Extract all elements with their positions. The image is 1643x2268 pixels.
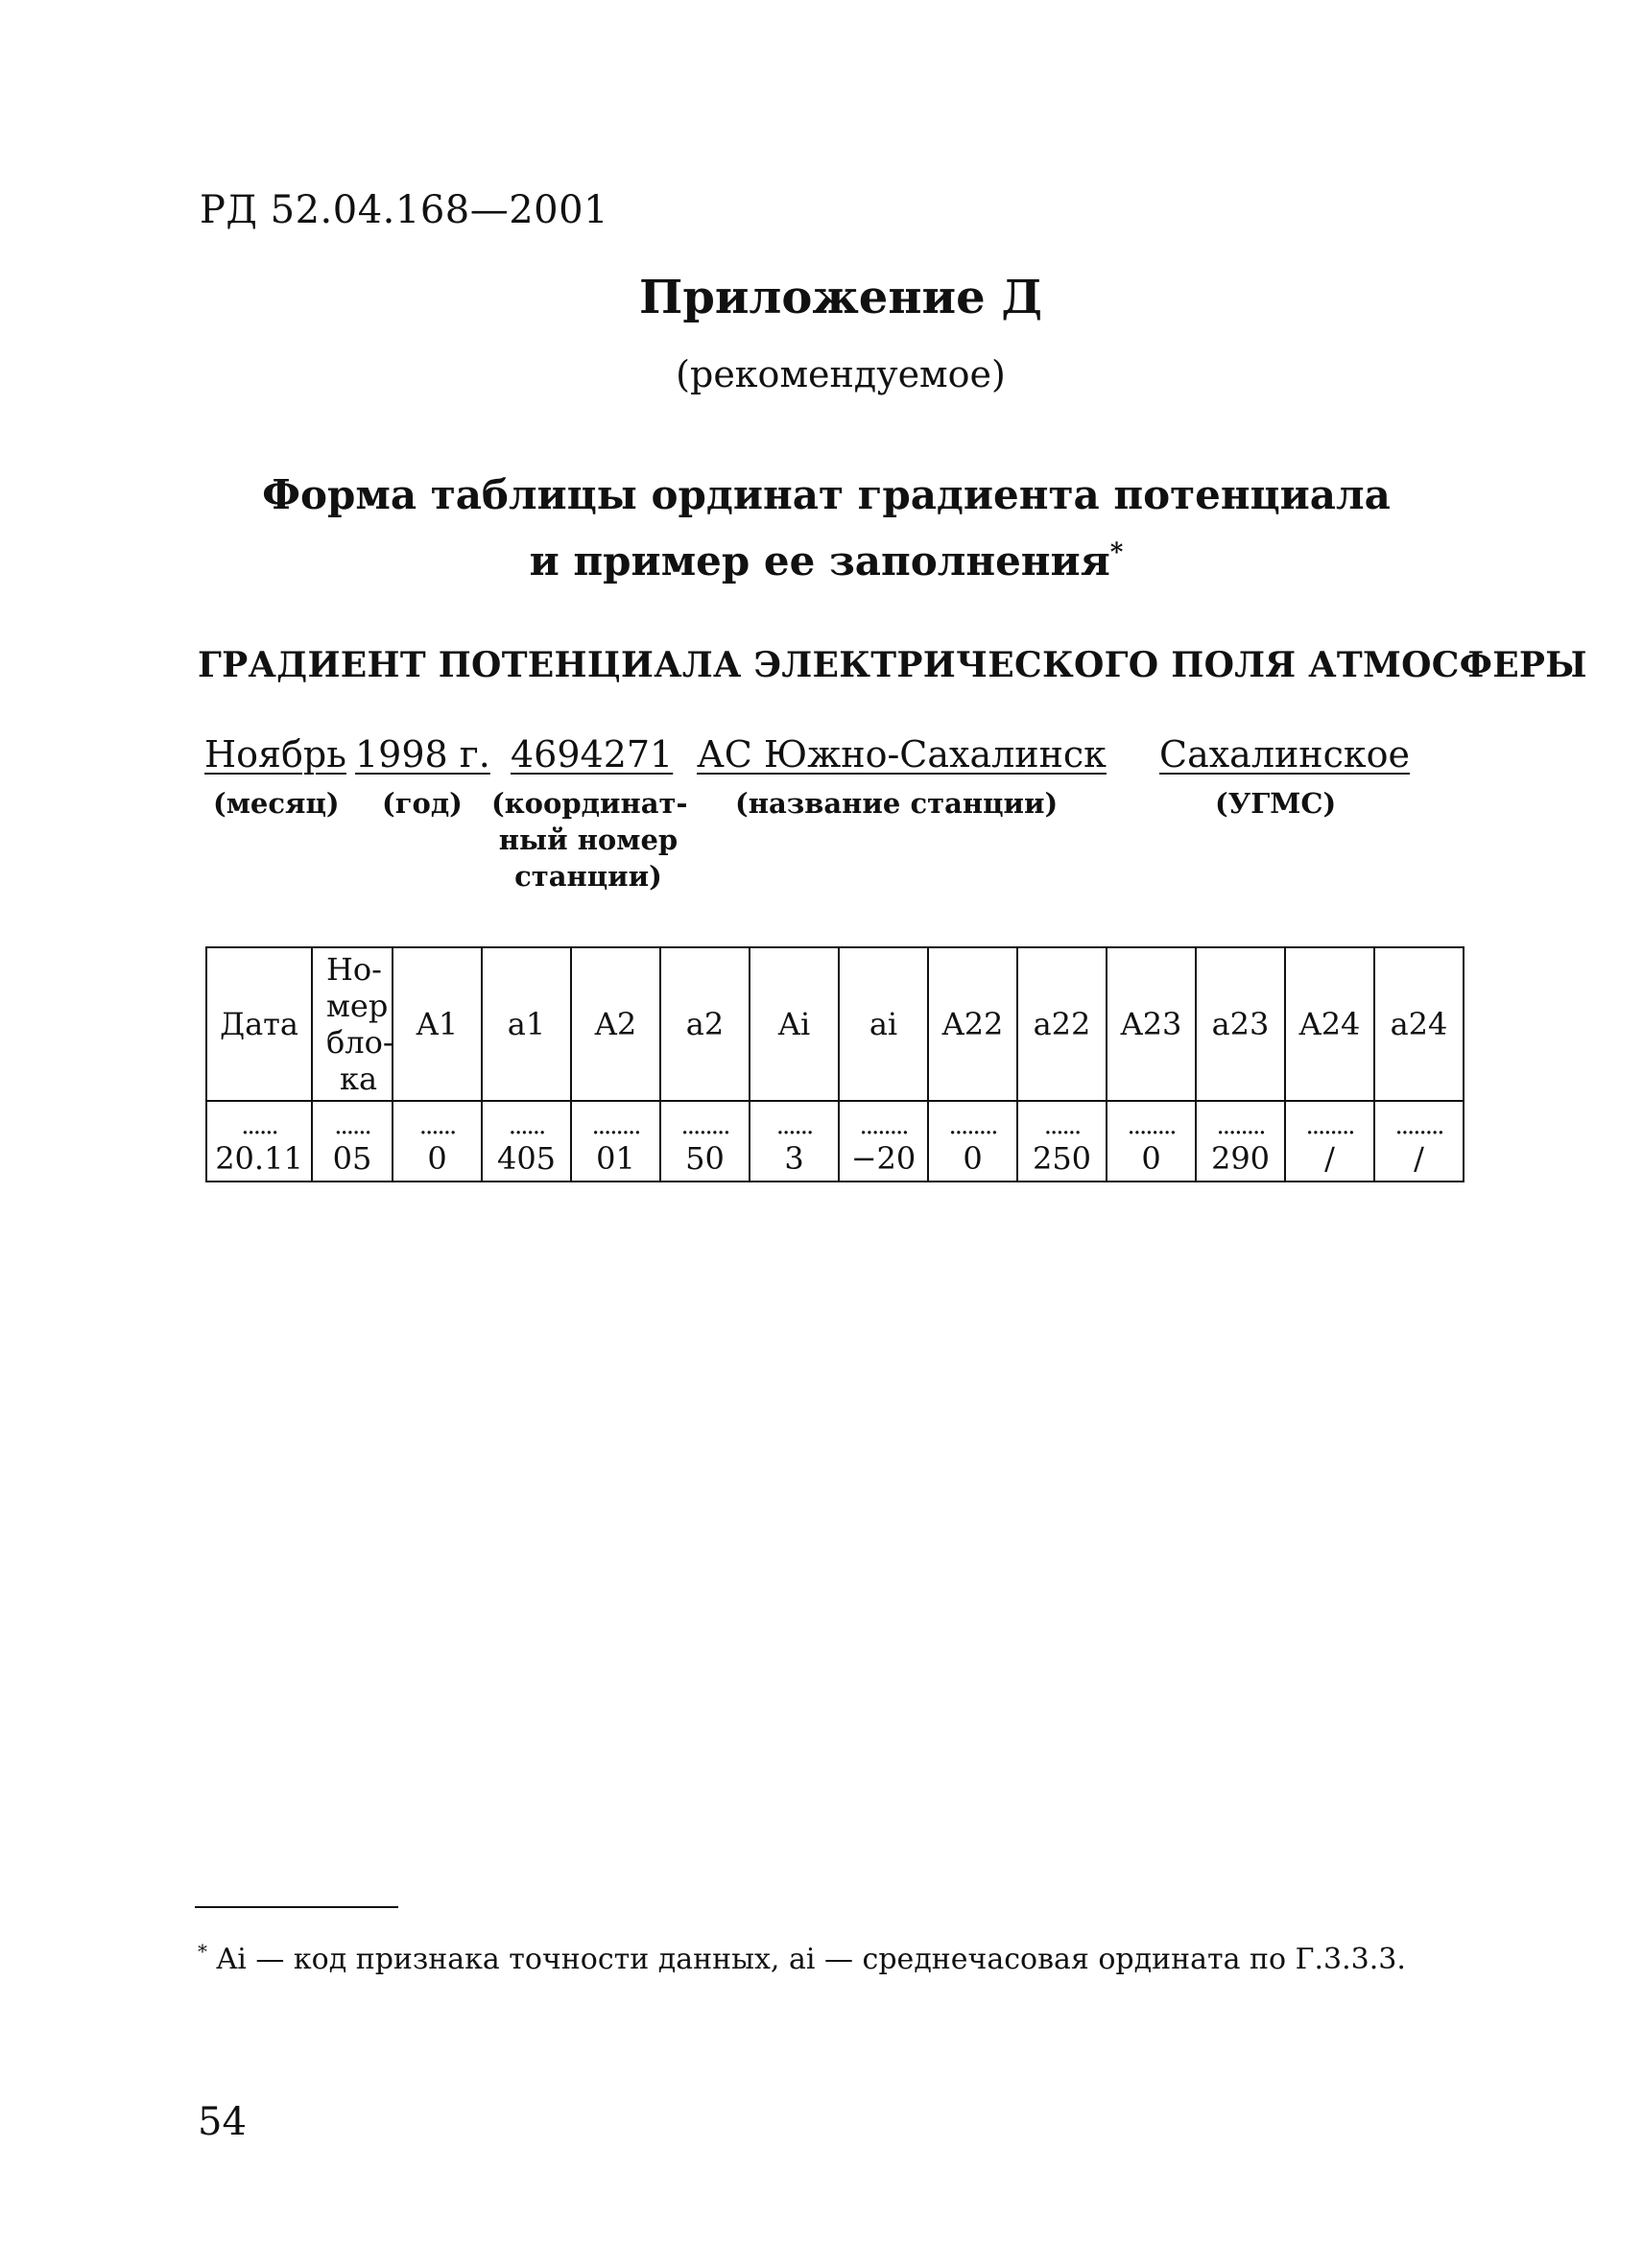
header-Ai: Ai [750, 947, 839, 1101]
header-date: Дата [206, 947, 312, 1101]
header-A22: A22 [928, 947, 1017, 1101]
page-number: 54 [198, 2100, 247, 2144]
ellipsis-cell: ...... [1017, 1101, 1107, 1135]
footnote-text: Ai — код признака точности данных, ai — среднечасовая ордината по Г.3.3.3. [216, 1943, 1406, 1976]
document-code: РД 52.04.168—2001 [200, 188, 609, 232]
header-block-l4: ка [340, 1061, 378, 1097]
ellipsis-cell: ........ [839, 1101, 928, 1135]
header-ai: ai [839, 947, 928, 1101]
month-value: Ноябрь [204, 733, 346, 776]
cell-Ai: 3 [750, 1135, 839, 1182]
main-heading: ГРАДИЕНТ ПОТЕНЦИАЛА ЭЛЕКТРИЧЕСКОГО ПОЛЯ АТМОСФЕРЫ [198, 645, 1587, 685]
ellipsis-cell: ........ [1374, 1101, 1464, 1135]
ellipsis-cell: ........ [928, 1101, 1017, 1135]
cell-A2: 01 [571, 1135, 660, 1182]
cell-a23: 290 [1196, 1135, 1285, 1182]
year-value: 1998 г. [355, 733, 490, 776]
ellipsis-cell: ........ [660, 1101, 750, 1135]
appendix-title [0, 271, 1643, 324]
footnote-mark: * [1109, 538, 1124, 567]
ellipsis-cell: ........ [571, 1101, 660, 1135]
footnote-divider [195, 1906, 398, 1908]
header-a1: a1 [482, 947, 571, 1101]
cell-date: 20.11 [206, 1135, 312, 1182]
year-caption: (год) [382, 787, 463, 820]
header-a24: a24 [1374, 947, 1464, 1101]
cell-a2: 50 [660, 1135, 750, 1182]
form-title-line2-text: и пример ее заполнения [529, 537, 1110, 585]
ellipsis-cell: ...... [206, 1101, 312, 1135]
table-row [206, 1135, 1464, 1182]
cell-ai: −20 [839, 1135, 928, 1182]
cell-A23: 0 [1107, 1135, 1196, 1182]
form-title [0, 466, 1643, 590]
header-A24: A24 [1285, 947, 1374, 1101]
ellipsis-cell: ...... [393, 1101, 482, 1135]
appendix-title-text: Приложение Д [638, 271, 1043, 324]
header-A1: A1 [393, 947, 482, 1101]
ellipsis-cell: ...... [312, 1101, 393, 1135]
header-a23: a23 [1196, 947, 1285, 1101]
cell-a22: 250 [1017, 1135, 1107, 1182]
gradient-table [205, 946, 1464, 1182]
header-A2: A2 [571, 947, 660, 1101]
cell-A22: 0 [928, 1135, 1017, 1182]
station-code-caption-l1: (координат- [491, 787, 688, 820]
cell-block-number: 05 [312, 1135, 393, 1182]
header-block-number [312, 947, 393, 1101]
cell-A1: 0 [393, 1135, 482, 1182]
appendix-subtitle [0, 353, 1643, 395]
station-name-value: АС Южно-Сахалинск [697, 733, 1107, 776]
form-title-line1: Форма таблицы ординат градиента потенциала [262, 471, 1391, 518]
ugms-caption: (УГМС) [1215, 787, 1337, 820]
ellipsis-cell: ........ [1196, 1101, 1285, 1135]
station-code-caption-l3: станции) [514, 860, 662, 893]
header-a2: a2 [660, 947, 750, 1101]
header-block-l3: бло- [326, 1024, 393, 1061]
form-title-line2 [10, 524, 1643, 590]
ellipsis-cell: ...... [750, 1101, 839, 1135]
header-a22: a22 [1017, 947, 1107, 1101]
station-code-value: 4694271 [511, 733, 674, 776]
cell-a1: 405 [482, 1135, 571, 1182]
ellipsis-cell: ........ [1107, 1101, 1196, 1135]
header-A23: A23 [1107, 947, 1196, 1101]
station-code-caption [491, 785, 688, 895]
ugms-value: Сахалинское [1159, 733, 1411, 776]
appendix-subtitle-text: (рекомендуемое) [676, 353, 1006, 395]
ellipsis-cell: ........ [1285, 1101, 1374, 1135]
footnote [198, 1929, 1445, 1982]
header-block-l2: мер [326, 988, 389, 1024]
footnote-mark-bottom: * [198, 1940, 207, 1963]
station-code-caption-l2: ный номер [498, 824, 679, 856]
station-name-caption: (название станции) [735, 787, 1059, 820]
cell-A24: / [1285, 1135, 1374, 1182]
cell-a24: / [1374, 1135, 1464, 1182]
table-header-row [206, 947, 1464, 1101]
ellipsis-cell: ...... [482, 1101, 571, 1135]
header-block-l1: Но- [326, 951, 382, 988]
table-row-ellipsis [206, 1101, 1464, 1135]
month-caption: (месяц) [213, 787, 340, 820]
